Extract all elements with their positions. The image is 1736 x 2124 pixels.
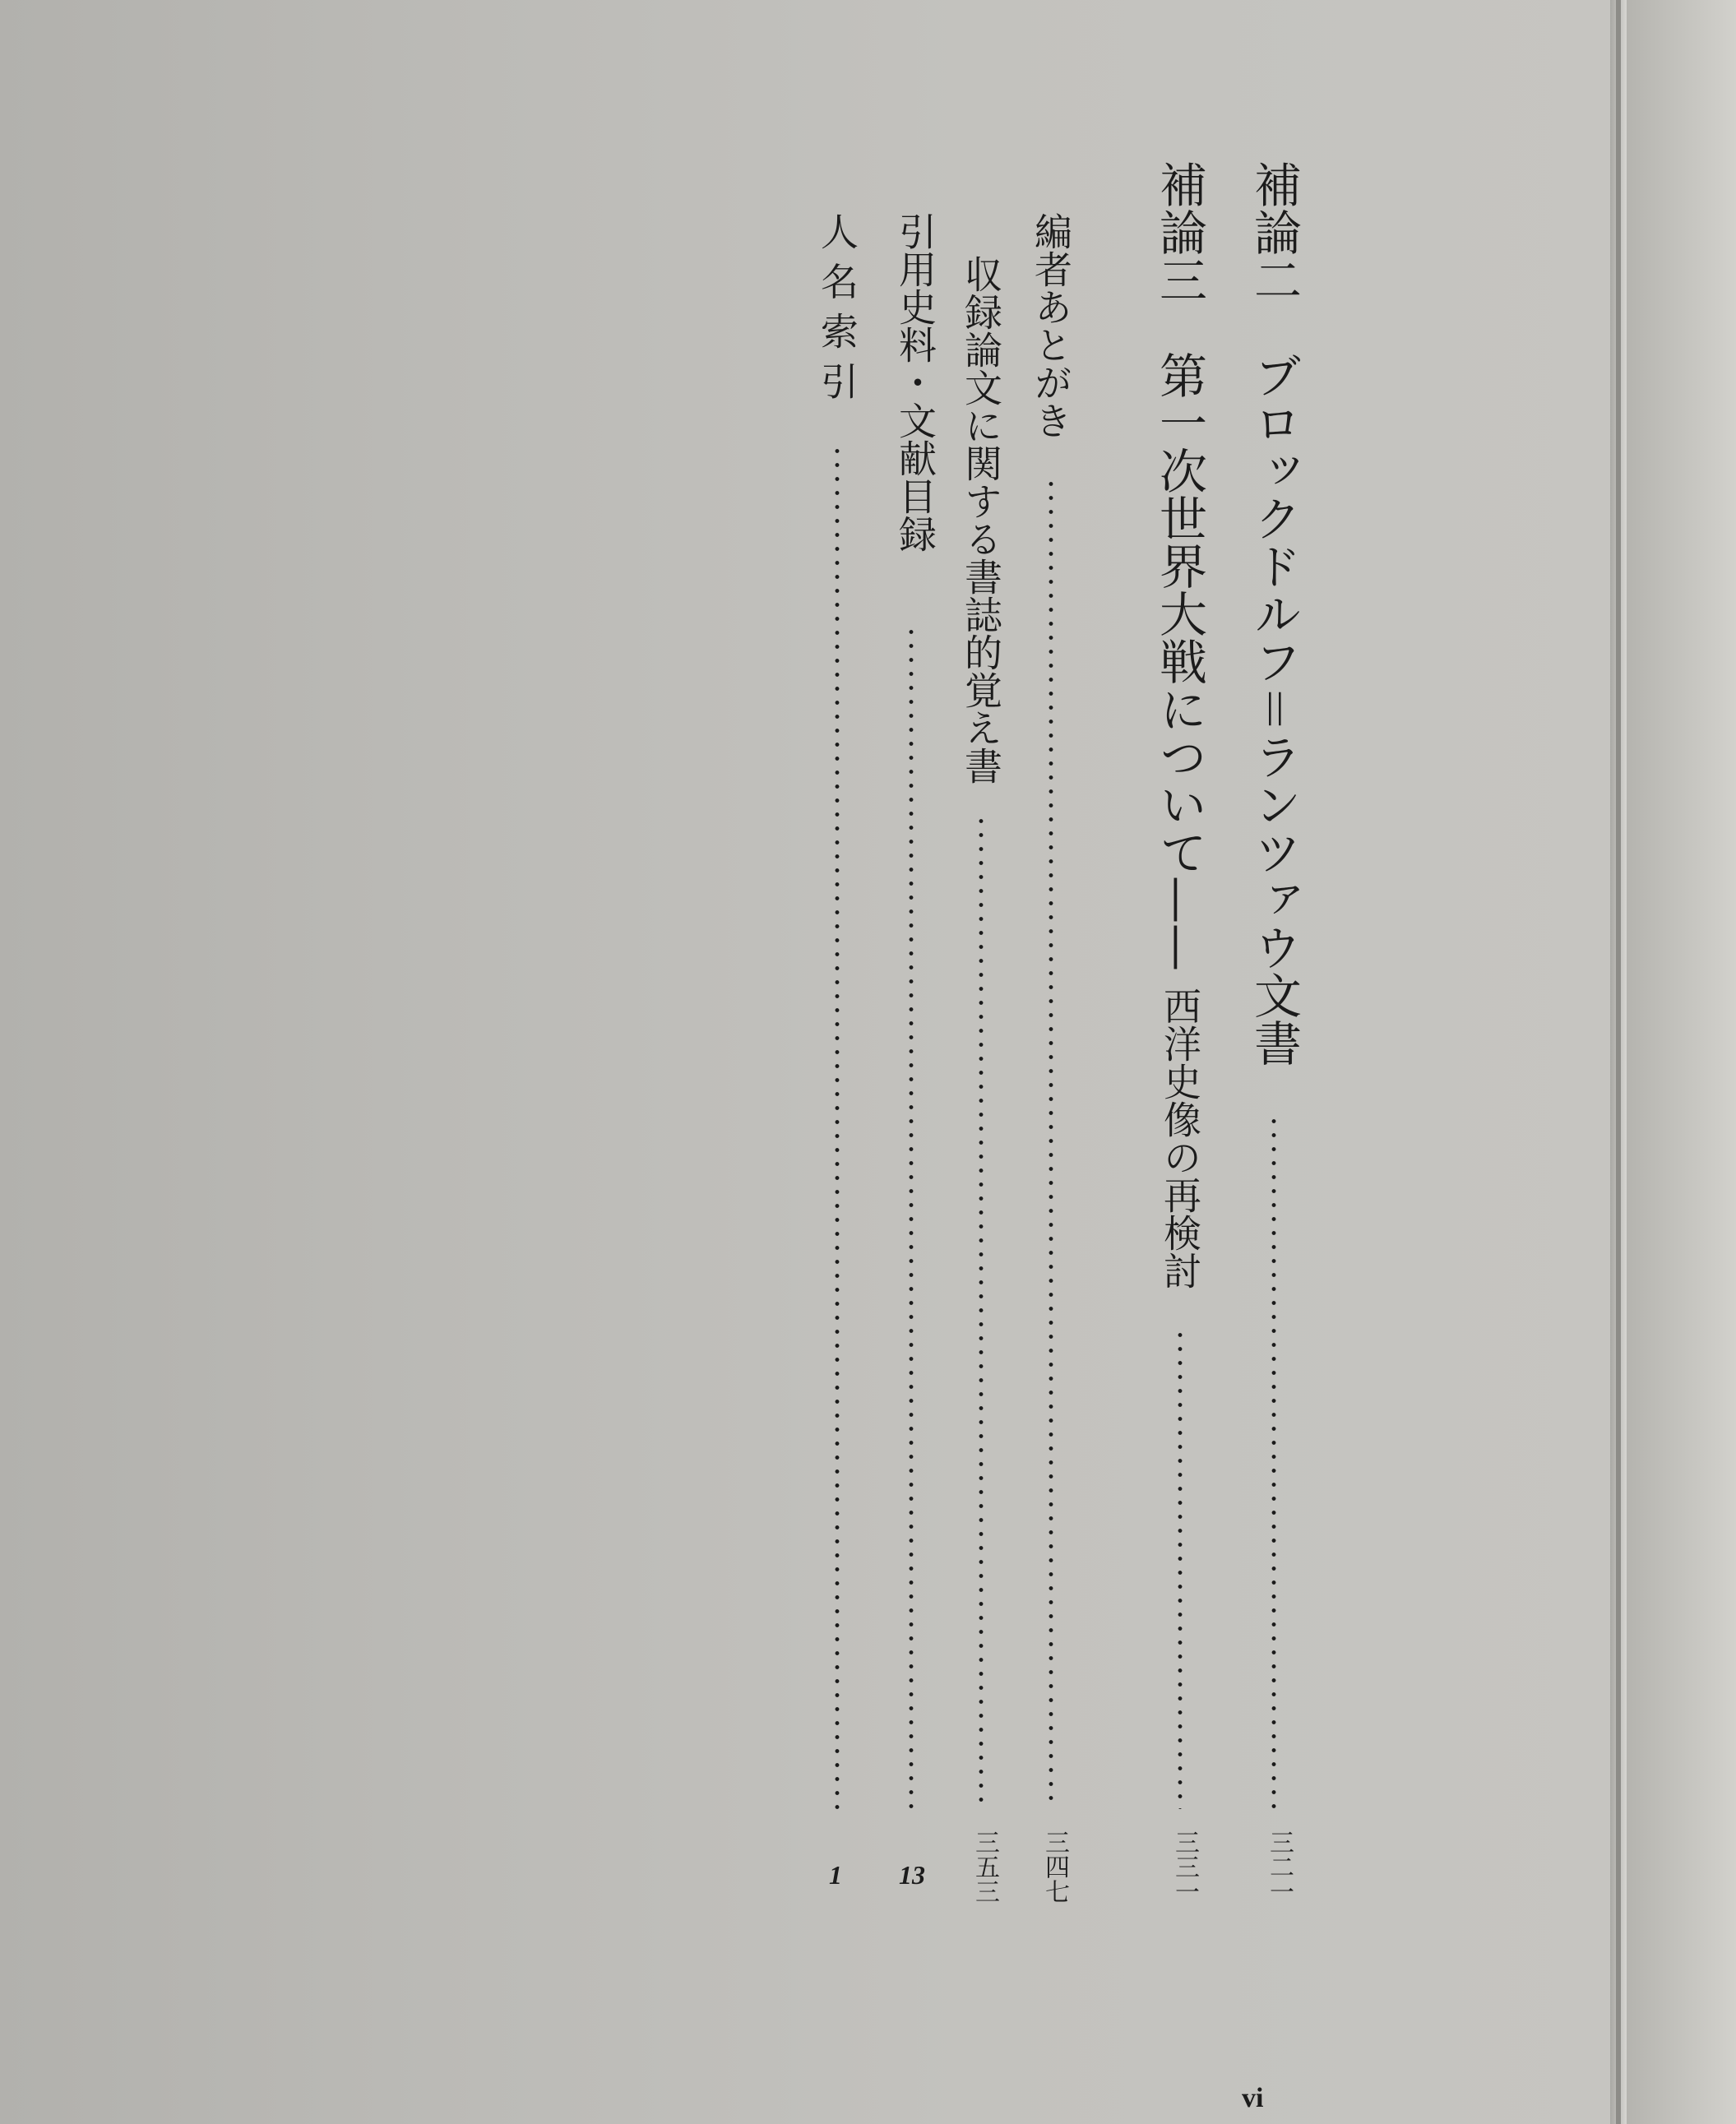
toc-title-supplement-3: 補論三 第一次世界大戦について—— [1151,160,1207,971]
toc-title-sources-bibliography: 引用史料・文献目録 [893,212,937,553]
leader-dots-supplement-2 [1271,1114,1276,1809]
toc-title-name-index: 人 名 索 引 [815,212,859,400]
page-number-bibliographic-notes: 三五三 [970,1830,999,1904]
facing-page-strip [1627,0,1736,2124]
page-number-supplement-3: 三三一 [1170,1830,1199,1904]
leader-dots-editor-afterword [1049,477,1053,1809]
page-number-sources-bibliography: 13 [899,1860,925,1890]
page-number-editor-afterword: 三四七 [1040,1830,1069,1904]
leader-dots-bibliographic-notes [979,814,984,1809]
leader-dots-supplement-3 [1178,1328,1183,1809]
leader-dots-name-index [835,444,840,1809]
toc-title-bibliographic-notes: 収録論文に関する書誌的覚え書 [959,255,1003,784]
toc-title-supplement-2: 補論二 ブロックドルフ＝ランツァウ文書 [1246,160,1302,1067]
page-number-name-index: 1 [829,1860,842,1890]
page-border-line [1616,0,1621,2124]
toc-subtitle-supplement-3: 西洋史像の再検討 [1158,987,1202,1289]
page-folio: vi [1242,2083,1264,2113]
toc-title-editor-afterword: 編者あとがき [1029,212,1073,439]
page-number-supplement-2: 三二一 [1265,1830,1294,1904]
leader-dots-sources-bibliography [909,625,914,1809]
